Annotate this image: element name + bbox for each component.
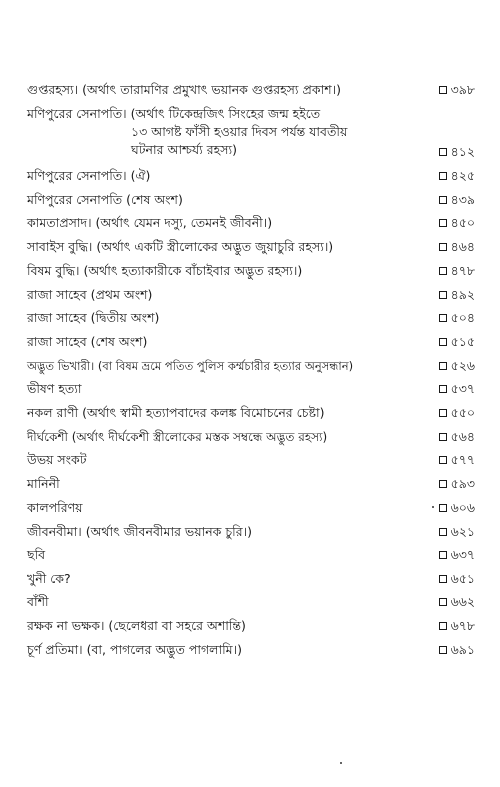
toc-entry-page: [439, 82, 475, 98]
toc-entry-page: [439, 381, 475, 397]
toc-entry-page: [439, 168, 475, 184]
scan-speck: [340, 762, 342, 764]
checkbox-icon: [439, 575, 447, 583]
toc-entry: [27, 239, 475, 255]
toc-entry-title: কালপরিণয়: [27, 500, 83, 515]
toc-entry-title: রাজা সাহেব (দ্বিতীয় অংশ): [27, 310, 160, 325]
page-number: ৬০৬: [450, 500, 475, 515]
toc-entry: [27, 215, 475, 231]
page-number: ৫৫০: [450, 405, 475, 420]
page-number: ৪৬৪: [450, 239, 475, 254]
toc-entry-page: [439, 310, 475, 326]
page-number: ৫২৬: [450, 358, 475, 373]
toc-entry-title: দীর্ঘকেশী (অর্থাৎ দীর্ঘকেশী স্ত্রীলোকের মস্তক সম্বন্ধে অদ্ভুত রহস্য): [27, 430, 328, 444]
page-number: ৫৯৩: [450, 476, 475, 491]
toc-entry-title: মণিপুরের সেনাপতি (শেষ অংশ): [27, 192, 183, 207]
checkbox-icon: [439, 598, 447, 606]
toc-entry: [27, 82, 475, 98]
toc-entry: [27, 642, 475, 658]
checkbox-icon: [439, 504, 447, 512]
page-number: ৬৫১: [450, 571, 475, 586]
toc-entry: [27, 405, 475, 421]
toc-entry-page: [439, 476, 475, 492]
toc-entry-title: রাজা সাহেব (প্রথম অংশ): [27, 287, 153, 302]
checkbox-icon: [439, 528, 447, 536]
page-number: ৩৯৮: [450, 82, 475, 97]
toc-entry-title: মণিপুরের সেনাপতি। (অর্থাৎ টিকেন্দ্রজিৎ সিংহের জন্ম হইতে: [27, 106, 321, 121]
page-number: ৪৯২: [450, 287, 475, 302]
checkbox-icon: [439, 480, 447, 488]
page-number: ৪৫০: [450, 215, 475, 230]
toc-entry-title: রাজা সাহেব (শেষ অংশ): [27, 334, 148, 349]
toc-entry-title: সাবাইস বুদ্ধি। (অর্থাৎ একটি স্ত্রীলোকের অদ্ভুত জুয়াচুরি রহস্য।): [27, 239, 334, 254]
toc-entry: [27, 287, 475, 303]
toc-entry-page: [439, 263, 475, 279]
toc-entry-page: [439, 239, 475, 255]
toc-entry-title: চূর্ণ প্রতিমা। (বা, পাগলের অদ্ভুত পাগলামি।): [27, 642, 242, 657]
checkbox-icon: [439, 338, 447, 346]
toc-entry-page: [439, 524, 475, 540]
page-number: ৪৩৯: [450, 192, 475, 207]
checkbox-icon: [439, 362, 447, 370]
toc-entry: [27, 594, 475, 610]
toc-entry-page: [439, 594, 475, 610]
checkbox-icon: [439, 409, 447, 417]
page-number: ৫৩৭: [450, 381, 475, 396]
toc-entry: [27, 381, 475, 397]
toc-entry-page: [439, 452, 475, 468]
toc-entry-title: উভয় সংকট: [27, 452, 87, 467]
page-number: ৫৬৪: [450, 429, 475, 444]
toc-entry-title: অদ্ভুত ভিখারী। (বা বিষম ভ্রমে পতিত পুলিস কর্ম্মচারীর হত্যার অনুসন্ধান): [27, 359, 354, 373]
toc-entry: [27, 429, 475, 445]
toc-entry-page: [439, 144, 475, 160]
toc-entry-title: মণিপুরের সেনাপতি। (ঐ): [27, 168, 151, 183]
toc-entry-title-continuation: ঘটনার আশ্চর্য্য রহস্য): [131, 142, 237, 157]
checkbox-icon: [439, 551, 447, 559]
toc-entry: [27, 500, 475, 516]
toc-entry: [27, 310, 475, 326]
toc-entry: [27, 106, 475, 160]
toc-entry-title-continuation: ১৩ আগষ্ট ফাঁসী হওয়ার দিবস পর্যন্ত যাবতীয়: [131, 124, 348, 139]
scan-speck: [432, 506, 434, 508]
checkbox-icon: [439, 267, 447, 275]
toc-entry: [27, 524, 475, 540]
toc-entry: [27, 476, 475, 492]
checkbox-icon: [439, 148, 447, 156]
toc-entry-title: ভীষণ হত্যা: [27, 381, 82, 396]
toc-entry-title: জীবনবীমা। (অর্থাৎ জীবনবীমার ভয়ানক চুরি।): [27, 524, 252, 539]
toc-entry-title: বিষম বুদ্ধি। (অর্থাৎ হত্যাকারীকে বাঁচাইবার অদ্ভুত রহস্য।): [27, 263, 303, 278]
toc-entry: [27, 168, 475, 184]
toc-entry: [27, 263, 475, 279]
page-number: ৫১৫: [450, 334, 475, 349]
toc-entry-title: মানিনী: [27, 476, 60, 491]
toc-entry-page: [439, 334, 475, 350]
toc-entry-title: গুপ্তরহস্য। (অর্থাৎ তারামণির প্রমুখাৎ ভয়ানক গুপ্তরহস্য প্রকাশ।): [27, 82, 341, 97]
toc-entry: [27, 571, 475, 587]
toc-entry: [27, 334, 475, 350]
page-number: ৪৭৮: [450, 263, 475, 278]
toc-entry-page: [439, 642, 475, 658]
toc-entry-page: [439, 500, 475, 516]
toc-entry-title: কামতাপ্রসাদ। (অর্থাৎ যেমন দস্যু, তেমনই জীবনী।): [27, 215, 273, 230]
toc-entry: [27, 192, 475, 208]
toc-entry: [27, 452, 475, 468]
page-number: ৫৭৭: [450, 452, 475, 467]
checkbox-icon: [439, 291, 447, 299]
toc-entry-title: খুনী কে?: [27, 571, 71, 586]
checkbox-icon: [439, 456, 447, 464]
toc-entry-title: নকল রাণী (অর্থাৎ স্বামী হত্যাপবাদের কলঙ্ক বিমোচনের চেষ্টা): [27, 405, 325, 420]
page-number: ৫০৪: [450, 310, 475, 325]
page-number: ৬৩৭: [450, 547, 475, 562]
toc-entry-page: [439, 358, 475, 374]
page-number: ৪১২: [450, 144, 475, 159]
toc-entry-page: [439, 215, 475, 231]
checkbox-icon: [439, 243, 447, 251]
toc-entry-page: [439, 618, 475, 634]
page-number: ৬৬২: [450, 594, 475, 609]
page-number: ৬৭৮: [450, 618, 475, 633]
toc-entry: [27, 358, 475, 374]
checkbox-icon: [439, 219, 447, 227]
checkbox-icon: [439, 86, 447, 94]
checkbox-icon: [439, 314, 447, 322]
page-number: ৪২৫: [450, 168, 475, 183]
toc-entry-page: [439, 405, 475, 421]
page-number: ৬৯১: [450, 642, 475, 657]
checkbox-icon: [439, 646, 447, 654]
toc-entry-page: [439, 287, 475, 303]
toc-entry-page: [439, 192, 475, 208]
toc-entry: [27, 547, 475, 563]
toc-entry-title: ছবি: [27, 547, 46, 562]
toc-entry-page: [439, 429, 475, 445]
toc-entry: [27, 618, 475, 634]
checkbox-icon: [439, 622, 447, 630]
checkbox-icon: [439, 172, 447, 180]
toc-entry-title: বাঁশী: [27, 594, 49, 609]
checkbox-icon: [439, 196, 447, 204]
toc-entry-page: [439, 571, 475, 587]
toc-entry-page: [439, 547, 475, 563]
toc-entry-title: রক্ষক না ভক্ষক। (ছেলেধরা বা সহরে অশান্তি): [27, 618, 246, 633]
checkbox-icon: [439, 385, 447, 393]
checkbox-icon: [439, 433, 447, 441]
page-number: ৬২১: [450, 524, 475, 539]
